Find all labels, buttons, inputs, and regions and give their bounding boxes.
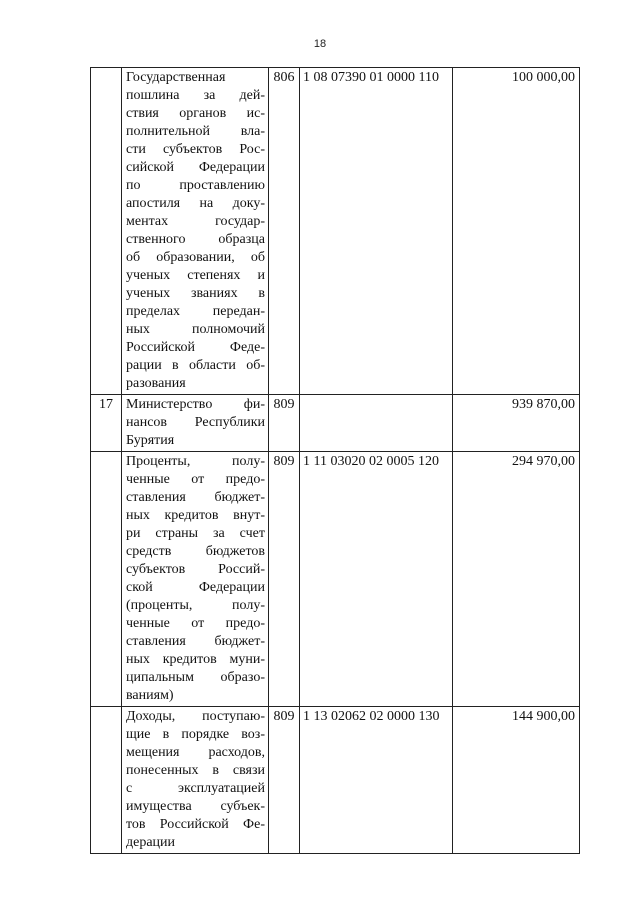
description-cell: [122, 68, 269, 395]
row-number-cell: [91, 68, 122, 395]
description-line: пределах передан-: [126, 304, 265, 319]
description-line: ных полномочий: [126, 322, 265, 337]
description-line: ставления бюджет-: [126, 490, 265, 505]
page-number: 18: [313, 38, 327, 50]
description-line: ваниям): [126, 688, 174, 703]
description-line: мещения расходов,: [126, 745, 265, 760]
description-cell: [122, 452, 269, 707]
description-line: средств бюджетов: [126, 544, 265, 559]
amount-cell: 100 000,00: [453, 68, 580, 395]
description-line: Доходы, поступаю-: [126, 709, 265, 724]
amount-cell: 939 870,00: [453, 395, 580, 452]
description-line: (проценты, полу-: [126, 598, 265, 613]
budget-classification-code-cell: 1 11 03020 02 0005 120: [300, 452, 453, 707]
description-line: полнительной вла-: [126, 124, 265, 139]
amount-cell: 294 970,00: [453, 452, 580, 707]
description-line: рации в области об-: [126, 358, 265, 373]
budget-classification-code-cell: 1 13 02062 02 0000 130: [300, 707, 453, 854]
description-line: Государственная: [126, 70, 226, 85]
row-number-cell: [91, 707, 122, 854]
row-number-cell: 17: [91, 395, 122, 452]
description-line: ственного образца: [126, 232, 265, 247]
description-line: пошлина за дей-: [126, 88, 265, 103]
description-line: Министерство фи-: [126, 397, 265, 412]
description-line: с эксплуатацией: [126, 781, 265, 796]
description-line: Бурятия: [126, 433, 175, 448]
budget-classification-code-cell: 1 08 07390 01 0000 110: [300, 68, 453, 395]
table-row: [91, 452, 580, 707]
description-line: ных кредитов внут-: [126, 508, 265, 523]
budget-classification-code-cell: [300, 395, 453, 452]
table-row: [91, 707, 580, 854]
description-line: субъектов Россий-: [126, 562, 265, 577]
description-line: ученых званиях в: [126, 286, 265, 301]
description-line: ципальным образо-: [126, 670, 265, 685]
description-line: понесенных в связи: [126, 763, 265, 778]
description-line: ученых степенях и: [126, 268, 265, 283]
description-line: апостиля на доку-: [126, 196, 265, 211]
description-line: разования: [126, 376, 186, 391]
description-line: об образовании, об: [126, 250, 265, 265]
description-line: имущества субъек-: [126, 799, 265, 814]
description-line: сийской Федерации: [126, 160, 265, 175]
description-line: Проценты, полу-: [126, 454, 265, 469]
amount-cell: 144 900,00: [453, 707, 580, 854]
description-line: ченные от предо-: [126, 472, 265, 487]
row-number-cell: [91, 452, 122, 707]
revenue-table: [90, 67, 580, 854]
admin-code-cell: 809: [269, 395, 300, 452]
admin-code-cell: 809: [269, 452, 300, 707]
description-cell: [122, 395, 269, 452]
admin-code-cell: 809: [269, 707, 300, 854]
description-line: ской Федерации: [126, 580, 265, 595]
description-line: Российской Феде-: [126, 340, 265, 355]
description-line: ных кредитов муни-: [126, 652, 265, 667]
description-line: щие в порядке воз-: [126, 727, 265, 742]
description-line: ри страны за счет: [126, 526, 265, 541]
description-line: ченные от предо-: [126, 616, 265, 631]
description-line: нансов Республики: [126, 415, 265, 430]
admin-code-cell: 806: [269, 68, 300, 395]
description-line: ствия органов ис-: [126, 106, 265, 121]
table-row: [91, 68, 580, 395]
table-row: [91, 395, 580, 452]
description-line: дерации: [126, 835, 176, 850]
description-cell: [122, 707, 269, 854]
description-line: тов Российской Фе-: [126, 817, 265, 832]
description-line: ментах государ-: [126, 214, 265, 229]
description-line: по проставлению: [126, 178, 265, 193]
description-line: сти субъектов Рос-: [126, 142, 265, 157]
description-line: ставления бюджет-: [126, 634, 265, 649]
